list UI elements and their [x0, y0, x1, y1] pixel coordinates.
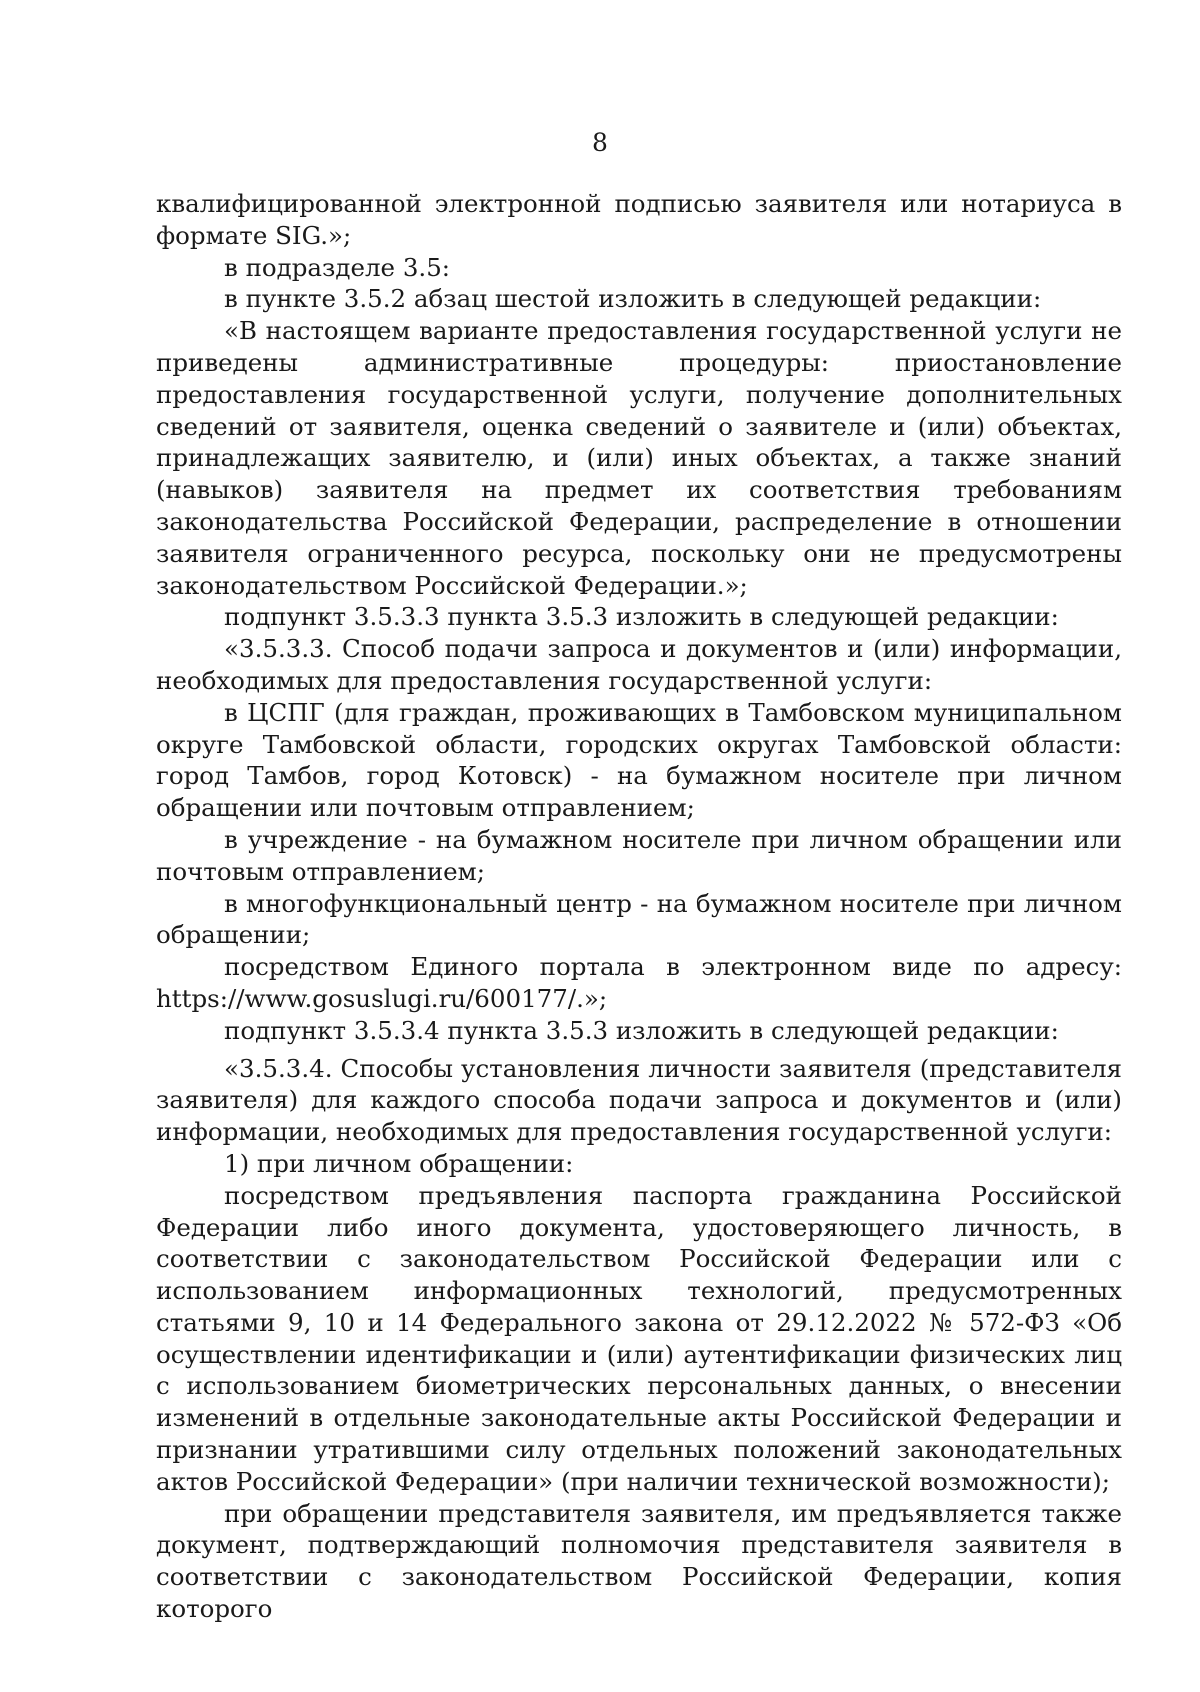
- paragraph: «3.5.3.4. Способы установления личности заявителя (представителя заявителя) для каждого способа подачи запроса и документов и (или) информации, необходимых для предоставления государственной услуги:: [156, 1053, 1122, 1147]
- paragraph: посредством предъявления паспорта гражданина Российской Федерации либо иного документа, удостоверяющего личность, в соответствии с законодательством Российской Федерации или с использованием информационных технологий, предусмотренных статьями 9, 10 и 14 Федерального закона от 29.12.2022 № 572-ФЗ «Об осуществлении идентификации и (или) аутентификации физических лиц с использованием биометрических персональных данных, о внесении изменений в отдельные законодательные акты Российской Федерации и признании утратившими силу отдельных положений законодательных актов Российской Федерации» (при наличии технической возможности);: [156, 1180, 1122, 1496]
- paragraph: «В настоящем варианте предоставления государственной услуги не приведены административные процедуры: приостановление предоставления государственной услуги, получение дополнительных сведений от заявителя, оценка сведений о заявителе и (или) объектах, принадлежащих заявителю, и (или) иных объектах, а также знаний (навыков) заявителя на предмет их соответствия требованиям законодательства Российской Федерации, распределение в отношении заявителя ограниченного ресурса, поскольку они не предусмотрены законодательством Российской Федерации.»;: [156, 316, 1122, 600]
- paragraph: «3.5.3.3. Способ подачи запроса и документов и (или) информации, необходимых для предоставления государственной услуги:: [156, 634, 1122, 695]
- document-body: [156, 188, 1122, 1625]
- paragraph: в пункте 3.5.2 абзац шестой изложить в следующей редакции:: [224, 284, 1042, 314]
- paragraph: квалифицированной электронной подписью заявителя или нотариуса в формате SIG.»;: [156, 189, 1122, 250]
- paragraph: в ЦСПГ (для граждан, проживающих в Тамбовском муниципальном округе Тамбовской области, городских округах Тамбовской области: город Тамбов, город Котовск) - на бумажном носителе при личном обращении или почтовым отправлением;: [156, 697, 1122, 823]
- paragraph: подпункт 3.5.3.4 пункта 3.5.3 изложить в следующей редакции:: [224, 1015, 1059, 1045]
- page-number: 8: [592, 128, 608, 157]
- paragraph: при обращении представителя заявителя, им предъявляется также документ, подтверждающий полномочия представителя заявителя в соответствии с законодательством Российской Федерации, копия которого: [156, 1498, 1122, 1624]
- paragraph: 1) при личном обращении:: [224, 1148, 574, 1178]
- paragraph: в многофункциональный центр - на бумажном носителе при личном обращении;: [156, 888, 1122, 950]
- paragraph: в учреждение - на бумажном носителе при личном обращении или почтовым отправлением;: [156, 824, 1122, 886]
- paragraph: подпункт 3.5.3.3 пункта 3.5.3 изложить в следующей редакции:: [224, 602, 1059, 632]
- paragraph: посредством Единого портала в электронном виде по адресу: https://www.gosuslugi.ru/600177/.»;: [156, 952, 1122, 1013]
- paragraph: в подразделе 3.5:: [224, 252, 451, 282]
